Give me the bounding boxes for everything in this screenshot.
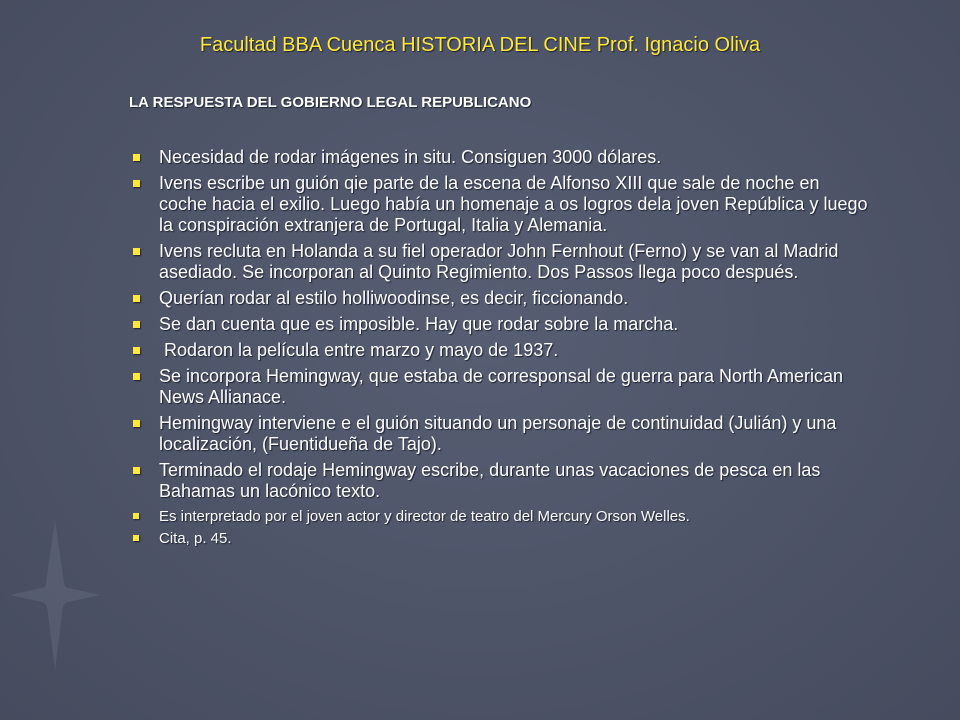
list-item-text: Se dan cuenta que es imposible. Hay que rodar sobre la marcha. xyxy=(159,314,679,334)
square-bullet-icon xyxy=(133,295,140,302)
list-item xyxy=(131,529,871,548)
list-item xyxy=(131,173,871,236)
square-bullet-icon xyxy=(133,180,140,187)
list-item-text: Ivens recluta en Holanda a su fiel operador John Fernhout (Ferno) y se van al Madrid asediado. Se incorporan al Quinto Regimiento. Dos Passos llega poco después. xyxy=(159,241,839,282)
header-title: Facultad BBA Cuenca HISTORIA DEL CINE Prof. Ignacio Oliva xyxy=(199,34,761,56)
compass-rose-icon xyxy=(10,520,100,670)
list-item xyxy=(131,288,871,309)
square-bullet-icon xyxy=(133,513,139,519)
bullet-list xyxy=(131,147,871,551)
list-item-text: Necesidad de rodar imágenes in situ. Consiguen 3000 dólares. xyxy=(159,147,662,167)
list-item-text: Es interpretado por el joven actor y director de teatro del Mercury Orson Welles. xyxy=(159,508,690,525)
list-item-text: Rodaron la película entre marzo y mayo de 1937. xyxy=(159,340,559,360)
section-heading: LA RESPUESTA DEL GOBIERNO LEGAL REPUBLICANO xyxy=(129,94,532,111)
list-item-text: Querían rodar al estilo holliwoodinse, es decir, ficcionando. xyxy=(159,288,629,308)
list-item xyxy=(131,241,871,283)
square-bullet-icon xyxy=(133,373,140,380)
square-bullet-icon xyxy=(133,154,140,161)
list-item-text: Terminado el rodaje Hemingway escribe, durante unas vacaciones de pesca en las Bahamas un lacónico texto. xyxy=(159,460,821,501)
list-item xyxy=(131,413,871,455)
square-bullet-icon xyxy=(133,347,140,354)
square-bullet-icon xyxy=(133,420,140,427)
list-item xyxy=(131,460,871,502)
list-item-text: Se incorpora Hemingway, que estaba de corresponsal de guerra para North American News Allianace. xyxy=(159,366,844,407)
list-item xyxy=(131,366,871,408)
square-bullet-icon xyxy=(133,535,139,541)
square-bullet-icon xyxy=(133,321,140,328)
list-item xyxy=(131,507,871,526)
list-item-text: Ivens escribe un guión qie parte de la escena de Alfonso XIII que sale de noche en coche hacia el exilio. Luego había un homenaje a os logros dela joven República y luego la conspiración extranjera de Portugal, Italia y Alemania. xyxy=(159,173,868,235)
square-bullet-icon xyxy=(133,467,140,474)
square-bullet-icon xyxy=(133,248,140,255)
list-item-text: Hemingway interviene e el guión situando un personaje de continuidad (Julián) y una localización, (Fuentidueña de Tajo). xyxy=(159,413,837,454)
list-item-text: Cita, p. 45. xyxy=(159,530,232,547)
list-item xyxy=(131,340,871,361)
list-item xyxy=(131,147,871,168)
list-item xyxy=(131,314,871,335)
